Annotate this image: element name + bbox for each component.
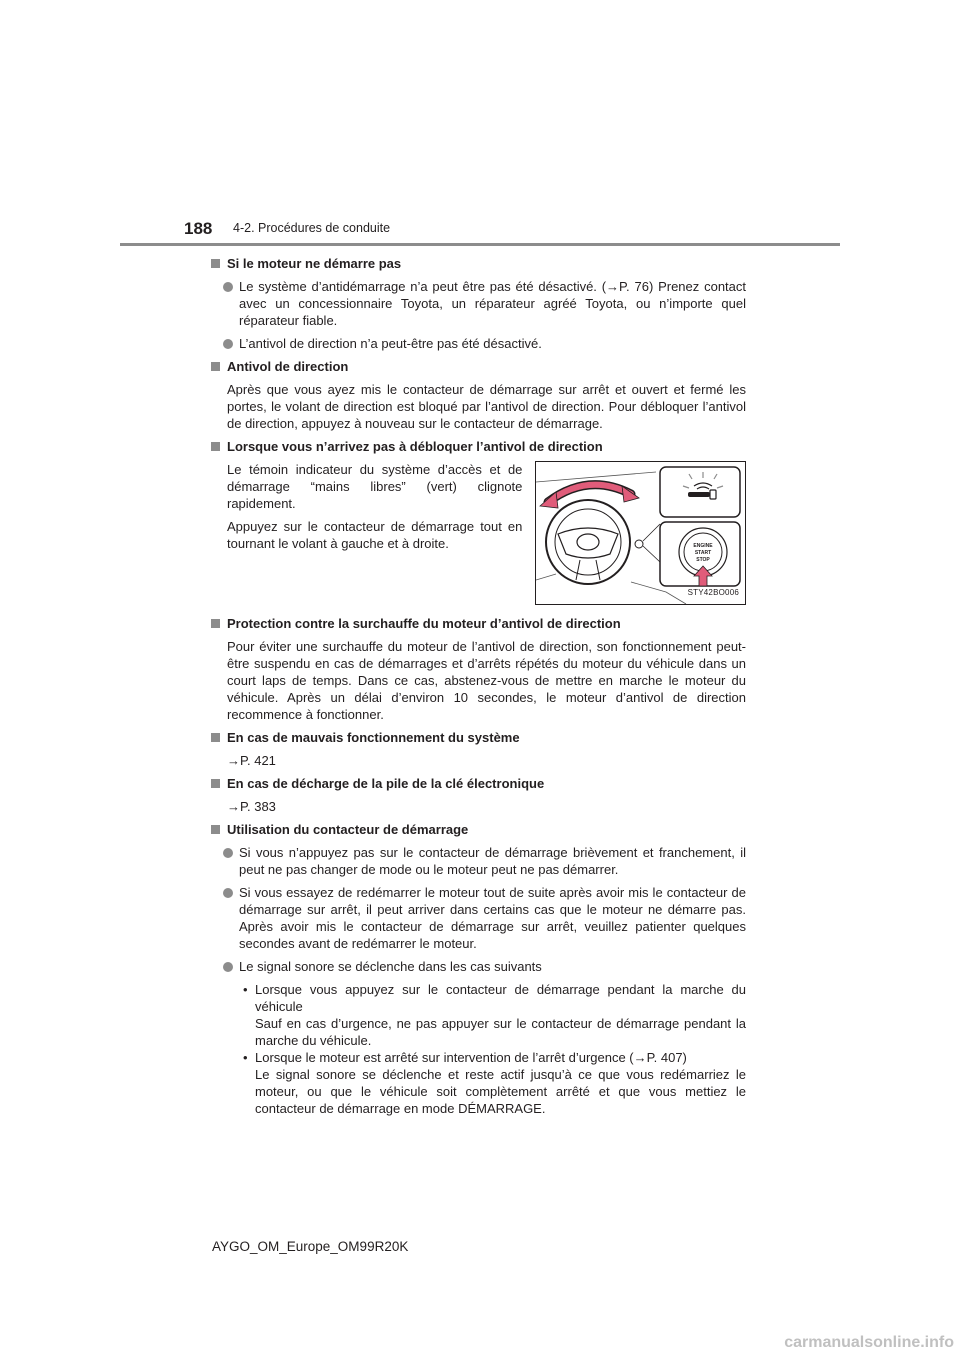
para-steering-lock: Après que vous ayez mis le contacteur de démarrage sur arrêt et ouvert et fermé les portes, le volant de direction est bloqué par l’antivol de direction. Pour débloquer l’antivol de direction, appuyez à nouveau sur le contacteur de démarrage. bbox=[227, 382, 746, 431]
heading-overheat-protection: Protection contre la surchauffe du moteur d’antivol de direction bbox=[211, 615, 746, 632]
heading-cannot-release: Lorsque vous n’arrivez pas à débloquer l’antivol de direction bbox=[211, 438, 746, 455]
button-line-2: START bbox=[695, 550, 712, 556]
figure-block bbox=[211, 461, 746, 605]
subitem-driving bbox=[211, 981, 746, 1049]
para-press-and-turn: Appuyez sur le contacteur de démarrage tout en tournant le volant à gauche et à droite. bbox=[227, 519, 523, 551]
heading-key-battery: En cas de décharge de la pile de la clé électronique bbox=[211, 775, 746, 792]
bullet-press-firmly: Si vous n’appuyez pas sur le contacteur de démarrage brièvement et franchement, il peut ne pas changer de mode ou le moteur peut ne pas démarrer. bbox=[211, 844, 746, 878]
subitem-emergency-stop bbox=[211, 1049, 746, 1117]
header-rule bbox=[120, 243, 840, 246]
heading-engine-not-starting: Si le moteur ne démarre pas bbox=[211, 255, 746, 272]
section-title: 4-2. Procédures de conduite bbox=[233, 221, 391, 235]
bullet-steering-lock: L’antivol de direction n’a peut-être pas été désactivé. bbox=[211, 335, 746, 352]
para-overheat-protection: Pour éviter une surchauffe du moteur de l’antivol de direction, son fonctionnement peut-être suspendu en cas de démarrages et d’arrêts répétés du moteur du véhicule dans un court laps de temps. Dans ce cas, abstenez-vous de mettre en marche le moteur du véhicule. Après un délai d’environ 10 secondes, le moteur d’antivol de direction recommence à fonctionner. bbox=[227, 639, 746, 722]
steering-wheel-drawing bbox=[536, 462, 745, 604]
page-content bbox=[211, 255, 746, 1117]
button-line-1: ENGINE bbox=[693, 543, 713, 549]
button-line-3: STOP bbox=[696, 557, 711, 563]
heading-steering-lock: Antivol de direction bbox=[211, 358, 746, 375]
para-indicator-flashes: Le témoin indicateur du système d’accès et de démarrage “mains libres” (vert) clignote rapidement. bbox=[227, 462, 523, 511]
steering-wheel-illustration bbox=[535, 461, 746, 605]
bullet-restart: Si vous essayez de redémarrer le moteur tout de suite après avoir mis le contacteur de démarrage sur arrêt, il peut arriver dans certains cas que le moteur ne démarre pas. Après avoir mis le contacteur de démarrage sur arrêt, veuillez patienter quelques secondes avant de redémarrer le moteur. bbox=[211, 884, 746, 952]
bullet-buzzer: Le signal sonore se déclenche dans les cas suivants bbox=[211, 958, 746, 975]
watermark: carmanualsonline.info bbox=[784, 1334, 954, 1351]
subitem-emergency-line1: • Lorsque le moteur est arrêté sur intervention de l’arrêt d’urgence (→P. 407) bbox=[255, 1050, 687, 1065]
page-number: 188 bbox=[184, 219, 213, 238]
heading-start-switch-use: Utilisation du contacteur de démarrage bbox=[211, 821, 746, 838]
bullet-immobilizer: Le système d’antidémarrage n’a peut être pas été désactivé. (→P. 76) Prenez contact avec un concessionnaire Toyota, un réparateur agréé Toyota, ou n’importe quel réparateur fiable. bbox=[211, 278, 746, 329]
subitem-driving-line2: Sauf en cas d’urgence, ne pas appuyer sur le contacteur de démarrage pendant la marche du véhicule. bbox=[255, 1016, 746, 1048]
footer-doc-id: AYGO_OM_Europe_OM99R20K bbox=[212, 1239, 409, 1254]
ref-key-battery[interactable]: →P. 383 bbox=[227, 799, 276, 814]
subitem-driving-line1: • Lorsque vous appuyez sur le contacteur de démarrage pendant la marche du véhicule bbox=[255, 982, 746, 1014]
steering-wheel-rim bbox=[546, 500, 630, 584]
figure-text bbox=[211, 461, 522, 605]
heading-system-malfunction: En cas de mauvais fonctionnement du système bbox=[211, 729, 746, 746]
figure-code: STY42BO006 bbox=[687, 588, 739, 597]
ref-system-malfunction[interactable]: →P. 421 bbox=[227, 753, 276, 768]
subitem-emergency-line2: Le signal sonore se déclenche et reste actif jusqu’à ce que vous redémarriez le moteur, ou que le véhicule soit complètement arrêté et que vous mettiez le contacteur de démarrage en mode DÉMARRAGE. bbox=[255, 1067, 746, 1116]
